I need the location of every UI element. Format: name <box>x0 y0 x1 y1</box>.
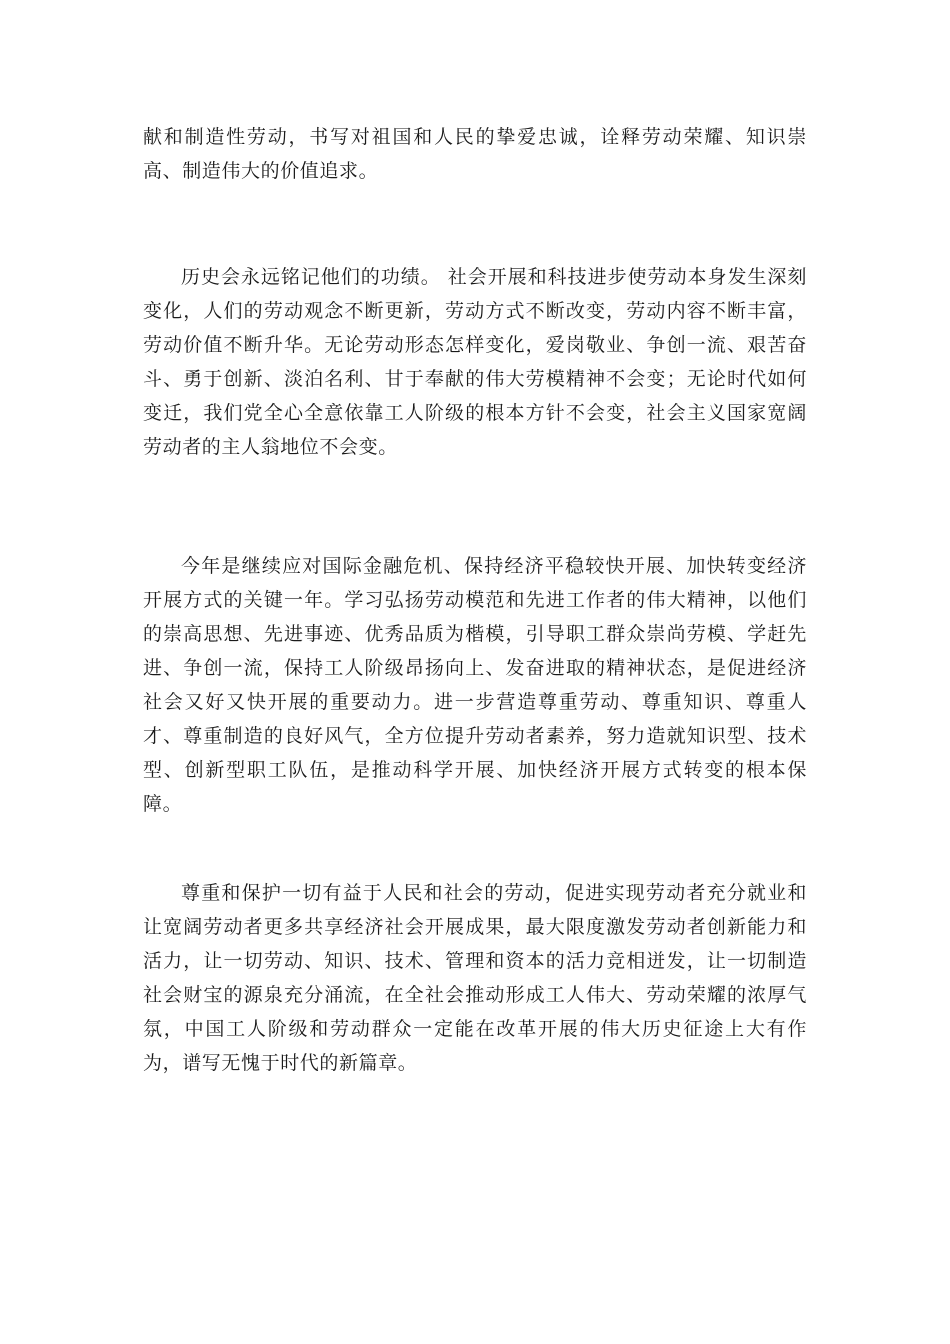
paragraph-respect-labor: 尊重和保护一切有益于人民和社会的劳动，促进实现劳动者充分就业和让宽阔劳动者更多共享经济社会开展成果，最大限度激发劳动者创新能力和活力，让一切劳动、知识、技术、管理和资本的活力竞相迸发，让一切制造社会财宝的源泉充分涌流，在全社会推动形成工人伟大、劳动荣耀的浓厚气氛，中国工人阶级和劳动群众一定能在改革开展的伟大历史征途上大有作为，谱写无愧于时代的新篇章。 <box>143 882 807 1074</box>
paragraph-history: 历史会永远铭记他们的功绩。 社会开展和科技进步使劳动本身发生深刻变化，人们的劳动观念不断更新，劳动方式不断改变，劳动内容不断丰富，劳动价值不断升华。无论劳动形态怎样变化，爱岗敬业、争创一流、艰苦奋斗、勇于创新、淡泊名利、甘于奉献的伟大劳模精神不会变；无论时代如何变迁，我们党全心全意依靠工人阶级的根本方针不会变，社会主义国家宽阔劳动者的主人翁地位不会变。 <box>143 266 807 458</box>
paragraph-this-year: 今年是继续应对国际金融危机、保持经济平稳较快开展、加快转变经济开展方式的关键一年。学习弘扬劳动模范和先进工作者的伟大精神，以他们的崇高思想、先进事迹、优秀品质为楷模，引导职工群众崇尚劳模、学赶先进、争创一流，保持工人阶级昂扬向上、发奋进取的精神状态，是促进经济社会又好又快开展的重要动力。进一步营造尊重劳动、尊重知识、尊重人才、尊重制造的良好风气，全方位提升劳动者素养，努力造就知识型、技术型、创新型职工队伍，是推动科学开展、加快经济开展方式转变的根本保障。 <box>143 555 807 815</box>
paragraph-continuation: 献和制造性劳动，书写对祖国和人民的挚爱忠诚，诠释劳动荣耀、知识崇高、制造伟大的价值追求。 <box>143 126 807 182</box>
